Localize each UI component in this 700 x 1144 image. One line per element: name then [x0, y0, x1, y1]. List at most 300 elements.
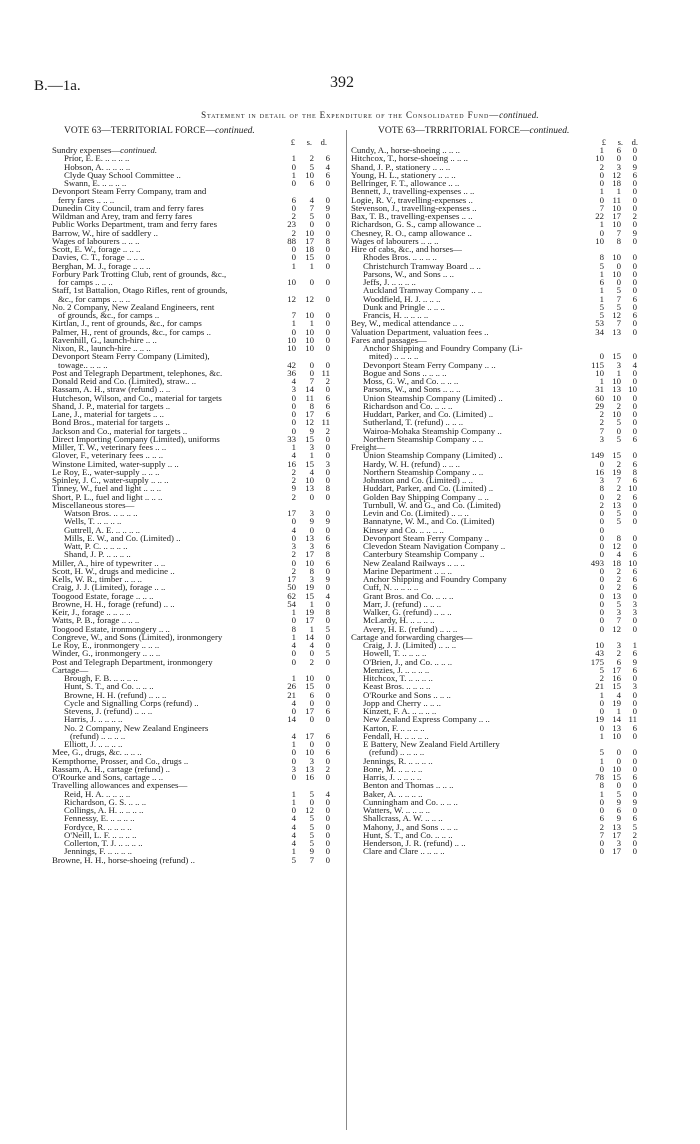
amount-pounds: 0	[599, 458, 604, 469]
amount-pence: 0	[325, 697, 330, 708]
amount-pence: 0	[632, 590, 637, 601]
amount-pounds: 5	[599, 747, 604, 758]
amount-shillings: 7	[616, 615, 621, 626]
pence-unit: d.	[631, 137, 638, 147]
amount-shillings: 2	[616, 491, 621, 502]
amount-pounds: 4	[291, 524, 296, 535]
row-description: Travelling allowances and expenses—	[52, 780, 188, 791]
amount-shillings: 19	[612, 697, 621, 708]
amount-pounds: 1	[291, 796, 296, 807]
amount-shillings: 5	[309, 788, 314, 799]
statement-title-main: Statement in detail of the Expenditure of the Consolidated Fund—	[201, 110, 500, 120]
row-description: Stevens, J. (refund) .. .. ..	[64, 706, 153, 716]
amount-pounds: 7	[291, 310, 296, 320]
amount-pounds: 0	[291, 648, 296, 659]
amount-pounds: 0	[291, 532, 296, 543]
amount-pence: 0	[632, 301, 637, 312]
amount-shillings: 4	[616, 689, 621, 700]
row-description: Johnston and Co. (Limited) .. ..	[363, 475, 473, 485]
row-description: Fennessy, E. .. .. .. ..	[64, 813, 135, 824]
amount-pounds: 0	[599, 178, 604, 188]
amount-pence: 0	[632, 763, 637, 774]
amount-pounds: 10	[595, 235, 604, 246]
row-description: Jackson and Co., material for targets ..	[52, 425, 188, 436]
row-description: Menzies, J. .. .. .. ..	[363, 664, 430, 675]
amount-pounds: 0	[291, 755, 296, 766]
amount-shillings: 0	[616, 277, 621, 287]
amount-shillings: 13	[305, 532, 314, 543]
amount-pence: 0	[632, 285, 637, 296]
amount-pounds: 5	[599, 310, 604, 320]
amount-pounds: 0	[291, 392, 296, 403]
amount-pounds: 1	[599, 689, 604, 700]
row-description: Scott, H. W., drugs and medicine ..	[52, 565, 175, 576]
amount-shillings: 0	[616, 755, 621, 766]
row-description: of grounds, &c., for camps ..	[58, 310, 160, 320]
amount-pounds: 0	[291, 409, 296, 419]
amount-pence: 6	[325, 409, 330, 419]
amount-pounds: 2	[599, 161, 604, 172]
amount-shillings: 0	[309, 367, 314, 378]
amount-pence: 0	[325, 293, 330, 304]
amount-shillings: 5	[309, 821, 314, 832]
amount-pence: 9	[325, 202, 330, 213]
amount-pence: 0	[632, 780, 637, 791]
amount-shillings: 1	[309, 318, 314, 329]
amount-shillings: 15	[305, 433, 314, 444]
amount-shillings: 2	[616, 565, 621, 576]
row-description: Bone, M. .. .. .. ..	[363, 763, 423, 774]
amount-shillings: 3	[616, 161, 621, 172]
amount-pounds: 4	[291, 640, 296, 650]
row-description: Fendall, H. .. .. .. ..	[363, 730, 429, 741]
amount-shillings: 10	[305, 475, 314, 485]
amount-pence: 9	[632, 227, 637, 238]
amount-pounds: 22	[595, 211, 604, 221]
amount-pounds: 0	[599, 508, 604, 518]
amount-pounds: 3	[291, 384, 296, 395]
amount-pence: 6	[325, 153, 330, 164]
amount-pounds: 1	[599, 730, 604, 741]
row-description: Public Works Department, tram and ferry fares	[52, 219, 217, 230]
amount-shillings: 10	[305, 343, 314, 353]
amount-pounds: 1	[291, 318, 296, 329]
amount-pounds: 1	[291, 260, 296, 271]
amount-pounds: 23	[287, 219, 296, 230]
row-description: Bennett, J., travelling-expenses .. ..	[351, 186, 475, 197]
amount-pounds: 31	[595, 384, 604, 395]
amount-pounds: 10	[595, 153, 604, 164]
amount-pounds: 21	[595, 681, 604, 692]
amount-pounds: 34	[595, 326, 604, 337]
amount-shillings: 15	[305, 681, 314, 692]
amount-shillings: 5	[309, 211, 314, 221]
amount-pence: 0	[325, 796, 330, 807]
amount-pence: 0	[632, 697, 637, 708]
row-description: Keir, J., forage .. .. .. ..	[52, 607, 131, 617]
amount-pence: 0	[632, 838, 637, 848]
amount-pence: 0	[632, 252, 637, 263]
amount-pounds: 0	[291, 244, 296, 254]
amount-shillings: 2	[309, 656, 314, 667]
amount-shillings: 3	[309, 442, 314, 452]
row-description: Browne, H. H., forage (refund) .. ..	[52, 598, 175, 609]
amount-shillings: 10	[612, 409, 621, 419]
amount-pence: 0	[325, 805, 330, 815]
amount-pounds: 0	[599, 763, 604, 774]
amount-pence: 9	[632, 796, 637, 807]
amount-pence: 4	[325, 788, 330, 799]
amount-pence: 6	[632, 491, 637, 502]
amount-pence: 0	[325, 260, 330, 271]
row-description: No. 2 Company, New Zealand Engineers, rent	[52, 301, 215, 312]
pounds-unit: £	[290, 137, 295, 147]
amount-pounds: 0	[599, 351, 604, 362]
row-description: Miscellaneous stores—	[52, 499, 135, 510]
row-description: Bond Bros., material for targets ..	[52, 417, 170, 428]
amount-shillings: 7	[616, 318, 621, 329]
amount-pence: 6	[632, 582, 637, 593]
amount-pounds: 0	[599, 516, 604, 527]
amount-shillings: 13	[305, 483, 314, 494]
amount-pounds: 1	[599, 145, 604, 155]
amount-shillings: 3	[616, 640, 621, 650]
row-description: Shallcrass, A. W. .. .. ..	[363, 813, 443, 824]
amount-pounds: 10	[595, 640, 604, 650]
amount-shillings: 0	[616, 153, 621, 164]
amount-shillings: 3	[616, 838, 621, 848]
amount-pence: 0	[325, 326, 330, 337]
amount-shillings: 12	[612, 310, 621, 320]
amount-shillings: 2	[616, 574, 621, 584]
amount-shillings: 5	[616, 285, 621, 296]
row-description: Hunt, S. T., and Co. .. .. ..	[363, 829, 453, 840]
amount-pence: 0	[325, 755, 330, 766]
row-description: Rassam, A. H., cartage (refund) ..	[52, 763, 170, 774]
amount-shillings: 13	[612, 326, 621, 337]
amount-shillings: 1	[309, 598, 314, 609]
amount-pence: 6	[325, 541, 330, 551]
amount-shillings: 9	[309, 425, 314, 436]
amount-shillings: 7	[616, 227, 621, 238]
amount-pounds: 1	[599, 186, 604, 197]
amount-pounds: 42	[287, 359, 296, 370]
amount-shillings: 17	[305, 549, 314, 560]
amount-pence: 6	[325, 557, 330, 568]
amount-shillings: 11	[612, 194, 621, 205]
amount-pounds: 5	[291, 854, 296, 865]
amount-shillings: 17	[305, 235, 314, 246]
amount-pounds: 0	[291, 805, 296, 815]
amount-pounds: 2	[291, 491, 296, 502]
amount-shillings: 4	[309, 640, 314, 650]
amount-pence: 0	[632, 260, 637, 271]
amount-pounds: 21	[287, 689, 296, 700]
amount-shillings: 13	[612, 722, 621, 733]
amount-pounds: 1	[291, 153, 296, 164]
amount-pounds: 1	[599, 219, 604, 230]
statement-title	[60, 110, 680, 120]
row-description: Huddart, Parker, and Co. (Limited) ..	[363, 409, 494, 419]
amount-shillings: 6	[616, 145, 621, 155]
amount-shillings: 0	[309, 796, 314, 807]
amount-pence: 0	[632, 499, 637, 510]
amount-pounds: 88	[287, 235, 296, 246]
row-description: Marine Department .. .. ..	[363, 565, 452, 576]
amount-pence: 0	[632, 367, 637, 378]
row-description: Kinzett, F. A. .. .. .. ..	[363, 706, 437, 716]
amount-pence: 0	[325, 433, 330, 444]
amount-pounds: 1	[599, 376, 604, 386]
amount-shillings: 10	[305, 747, 314, 758]
row-description: O'Brien, J., and Co. .. .. ..	[363, 656, 453, 667]
amount-pounds: 1	[291, 442, 296, 452]
amount-pence: 11	[628, 714, 637, 725]
amount-pence: 2	[325, 763, 330, 774]
amount-pounds: 2	[291, 565, 296, 576]
row-description: Chesney, R. O., camp allowance ..	[351, 227, 472, 238]
amount-pounds: 4	[291, 697, 296, 708]
amount-pence: 0	[325, 714, 330, 725]
amount-shillings: 15	[305, 590, 314, 601]
row-description: Cunningham and Co. .. .. ..	[363, 796, 458, 807]
row-description: Richardson, G. S., camp allowance ..	[351, 219, 482, 230]
amount-shillings: 5	[616, 508, 621, 518]
row-description: Clyde Quay School Committee ..	[64, 169, 181, 180]
amount-pounds: 0	[599, 706, 604, 716]
amount-pounds: 36	[287, 367, 296, 378]
amount-pounds: 1	[291, 607, 296, 617]
amount-pounds: 0	[599, 623, 604, 634]
amount-shillings: 18	[612, 557, 621, 568]
row-description: Bey, W., medical attendance .. ..	[351, 318, 464, 329]
amount-pounds: 3	[291, 763, 296, 774]
row-description: Anchor Shipping and Foundry Company (Li-	[363, 343, 523, 353]
expenditure-row	[52, 856, 342, 864]
amount-pence: 6	[632, 475, 637, 485]
row-description: Freight—	[351, 442, 386, 452]
row-description: Northern Steamship Company .. ..	[363, 433, 484, 444]
amount-pounds: 0	[599, 169, 604, 180]
expenditure-row	[52, 658, 342, 666]
row-description: Keast Bros. .. .. .. ..	[363, 681, 431, 692]
amount-pounds: 1	[291, 169, 296, 180]
amount-shillings: 12	[612, 541, 621, 551]
amount-pounds: 62	[287, 590, 296, 601]
row-description: Cartage and forwarding charges—	[351, 631, 473, 642]
amount-shillings: 3	[309, 755, 314, 766]
amount-pounds: 10	[287, 334, 296, 345]
row-description: Sutherland, T. (refund) .. .. ..	[363, 417, 464, 428]
row-description: O'Rourke and Sons .. .. ..	[363, 689, 451, 700]
amount-pence: 5	[632, 821, 637, 832]
amount-pounds: 26	[287, 681, 296, 692]
statement-title-continued: continued.	[499, 110, 539, 120]
amount-shillings: 10	[612, 219, 621, 230]
amount-shillings: 10	[305, 557, 314, 568]
amount-pence: 0	[325, 821, 330, 832]
row-description: Wells, T. .. .. .. ..	[64, 516, 122, 527]
amount-pounds: 7	[599, 202, 604, 213]
amount-pence: 0	[325, 631, 330, 642]
amount-pounds: 0	[291, 706, 296, 716]
amount-shillings: 4	[309, 194, 314, 205]
row-description: Elliott, J. .. .. .. ..	[64, 739, 123, 749]
amount-pence: 8	[325, 483, 330, 494]
row-description: Brough, F. B. .. .. .. ..	[64, 673, 138, 683]
row-description: (refund) .. .. .. ..	[369, 747, 425, 758]
page-header-left: B.—1a.	[34, 78, 81, 94]
amount-shillings: 12	[612, 623, 621, 634]
amount-pence: 0	[325, 211, 330, 221]
pence-unit: d.	[320, 137, 327, 147]
amount-shillings: 9	[616, 813, 621, 824]
amount-pence: 11	[321, 417, 330, 428]
amount-shillings: 1	[616, 367, 621, 378]
amount-shillings: 2	[616, 582, 621, 593]
row-description: Jennings, F. .. .. .. ..	[64, 846, 132, 857]
row-description: Fares and passages—	[351, 334, 427, 345]
amount-shillings: 5	[309, 161, 314, 172]
page-number: 392	[330, 74, 354, 91]
amount-pence: 0	[325, 334, 330, 345]
amount-pence: 5	[325, 648, 330, 659]
row-description: Donald Reid and Co. (Limited), straw.. ..	[52, 376, 197, 386]
row-description: Toogood Estate, ironmongery .. ..	[52, 623, 170, 634]
row-description: Cycle and Signalling Corps (refund) ..	[64, 697, 199, 708]
amount-shillings: 7	[309, 854, 314, 865]
row-description: Harris, J. .. .. .. ..	[64, 714, 123, 725]
amount-shillings: 9	[309, 516, 314, 527]
row-description: Sundry expenses—continued.	[52, 145, 158, 155]
amount-pence: 6	[632, 565, 637, 576]
row-description: Winstone Limited, water-supply .. ..	[52, 458, 179, 469]
row-description: Jennings, R. .. .. .. ..	[363, 755, 433, 766]
row-description: Hitchcox, T., horse-shoeing .. .. ..	[351, 153, 468, 164]
amount-shillings: 13	[612, 499, 621, 510]
amount-shillings: 0	[309, 491, 314, 502]
amount-shillings: 10	[612, 730, 621, 741]
amount-pence: 0	[325, 219, 330, 230]
row-description: Hobson, A. .. .. .. ..	[64, 161, 131, 172]
amount-pounds: 0	[599, 541, 604, 551]
amount-pounds: 3	[599, 433, 604, 444]
row-description: Huddart, Parker, and Co. (Limited) ..	[363, 483, 494, 494]
amount-pence: 6	[632, 664, 637, 675]
row-description: Craig, J. J. (Limited) .. .. ..	[363, 640, 457, 650]
amount-shillings: 14	[305, 631, 314, 642]
amount-pence: 0	[325, 442, 330, 452]
amount-pence: 0	[325, 318, 330, 329]
amount-pence: 0	[325, 640, 330, 650]
amount-pounds: 1	[599, 293, 604, 304]
amount-shillings: 1	[309, 450, 314, 461]
row-description: Bellringer, F. T., allowance .. ..	[351, 178, 460, 188]
row-description: Kinsey and Co. .. .. .. ..	[363, 524, 444, 535]
row-description: Congreve, W., and Sons (Limited), ironmongery	[52, 631, 223, 642]
amount-shillings: 0	[309, 277, 314, 287]
row-description: Union Steamship Company (Limited) ..	[363, 392, 503, 403]
amount-shillings: 15	[612, 351, 621, 362]
row-description: Watters, W. .. .. .. ..	[363, 805, 430, 815]
row-description: Kempthorne, Prosser, and Co., drugs ..	[52, 755, 189, 766]
amount-shillings: 0	[309, 714, 314, 725]
amount-pence: 0	[632, 235, 637, 246]
row-description: Valuation Department, valuation fees ..	[351, 326, 489, 337]
amount-pounds: 14	[287, 714, 296, 725]
right-expenditure-column	[351, 146, 681, 856]
amount-pence: 6	[325, 747, 330, 758]
amount-pence: 0	[325, 838, 330, 848]
amount-pounds: 9	[291, 483, 296, 494]
row-description: Post and Telegraph Department, ironmongery	[52, 656, 213, 667]
amount-pence: 0	[632, 755, 637, 766]
amount-pounds: 0	[291, 516, 296, 527]
amount-pounds: 2	[599, 417, 604, 428]
amount-pounds: 2	[291, 475, 296, 485]
amount-pounds: 33	[287, 433, 296, 444]
row-description: Kells, W. R., timber .. .. ..	[52, 574, 142, 584]
amount-shillings: 0	[309, 648, 314, 659]
row-description: Parsons, W., and Sons .. ..	[363, 268, 454, 279]
row-description: Stevenson, J., travelling-expenses ..	[351, 202, 477, 213]
amount-pence: 0	[325, 194, 330, 205]
amount-pence: 0	[325, 829, 330, 840]
amount-pence: 0	[632, 623, 637, 634]
amount-pence: 0	[325, 854, 330, 865]
amount-pounds: 493	[590, 557, 604, 568]
row-description: Devonport Steam Ferry Company .. ..	[363, 359, 496, 370]
amount-pence: 4	[325, 590, 330, 601]
amount-pence: 4	[632, 359, 637, 370]
amount-pounds: 0	[291, 161, 296, 172]
row-description: Post and Telegraph Department, telephones, &c.	[52, 367, 223, 378]
row-description: Moss, G. W., and Co. .. .. ..	[363, 376, 459, 386]
row-description: New Zealand Railways .. .. ..	[363, 557, 465, 568]
amount-pence: 6	[632, 310, 637, 320]
row-description: Auckland Tramway Company .. ..	[363, 285, 483, 296]
amount-shillings: 3	[309, 508, 314, 518]
amount-pence: 0	[632, 268, 637, 279]
row-description: Fordyce, R. .. .. .. ..	[64, 821, 132, 832]
amount-pence: 6	[325, 730, 330, 741]
row-description: Grant Bros. and Co. .. .. ..	[363, 590, 454, 601]
amount-pounds: 5	[599, 260, 604, 271]
amount-pounds: 0	[599, 227, 604, 238]
amount-shillings: 3	[616, 359, 621, 370]
row-description: Watts, P. B., forage .. .. ..	[52, 615, 140, 626]
row-description: Richardson, G. S. .. .. ..	[64, 796, 147, 807]
amount-shillings: 5	[616, 301, 621, 312]
amount-shillings: 0	[309, 524, 314, 535]
amount-shillings: 0	[309, 697, 314, 708]
row-description: No. 2 Company, New Zealand Engineers	[64, 722, 209, 733]
amount-pence: 10	[628, 483, 637, 494]
row-description: Davies, C. T., forage .. .. ..	[52, 252, 145, 263]
amount-pounds: 0	[599, 846, 604, 857]
row-description: Staff, 1st Battalion, Otago Rifles, rent of grounds,	[52, 285, 228, 296]
amount-pounds: 0	[599, 532, 604, 543]
row-description: Rhodes Bros. .. .. .. ..	[363, 252, 437, 263]
row-description: Scott, E. W., forage .. .. ..	[52, 244, 141, 254]
amount-pence: 0	[632, 417, 637, 428]
amount-pounds: 2	[599, 673, 604, 683]
amount-pence: 2	[325, 376, 330, 386]
amount-pence: 11	[321, 367, 330, 378]
row-description: Young, H. L., stationery .. .. ..	[351, 169, 456, 180]
amount-pounds: 6	[291, 194, 296, 205]
row-description: Toogood Estate, forage .. .. ..	[52, 590, 154, 601]
